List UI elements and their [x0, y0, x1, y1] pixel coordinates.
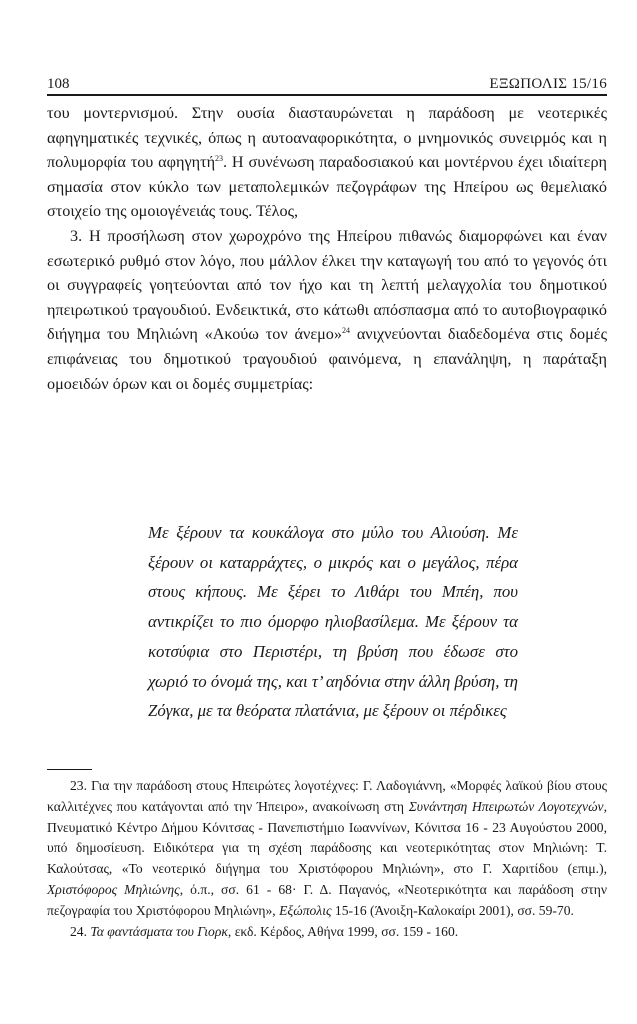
- footnote-23-title-b: Χριστόφορος Μηλιώνης: [47, 881, 180, 897]
- footnote-23-text-a: 23. Για την παράδοση στους Ηπειρώτες λογοτέχνες: Γ. Λαδογιάννη, «Μορφές λαϊκού βίου στους καλλιτέχνες που κατάγονται από την Ήπειρο», ανακοίνωση στη: [47, 778, 607, 814]
- paragraph-1-text: του μοντερνισμού. Στην ουσία διασταυρώνεται η παράδοση με νεοτερικές αφηγηματικές τεχνικές, όπως η αυτοαναφορικότητα, ο μνημονικός συνειρμός και η πολυμορφία του αφηγητή: [47, 104, 607, 172]
- footnotes: [47, 776, 607, 942]
- footnote-23-text-c: , ό.π., σσ. 61 - 68· Γ. Δ. Παγανός, «Νεοτερικότητα και παράδοση στην πεζογραφία του Χριστόφορου Μηλιώνη»,: [47, 881, 607, 918]
- page-number: 108: [47, 76, 70, 92]
- footnote-24-number: 24.: [70, 923, 91, 939]
- paragraph-2-text: 3. Η προσήλωση στον χωροχρόνο της Ηπείρου πιθανώς διαμορφώνει και έναν εσωτερικό ρυθμό στον λόγο, που μάλλον έλκει την καταγωγή του από το γεγονός ότι οι συγγραφείς γοητεύονται από τον ήχο και τη λεπτή μελαγχολία του δημοτικού ηπειρωτικού τραγουδιού. Ενδεικτικά, στο κάτωθι απόσπασμα από το αυτοβιογραφικό διήγημα του Μηλιώνη «Ακούω τον άνεμο»: [47, 226, 607, 344]
- footnote-23-title-c: Εξώπολις: [279, 902, 332, 918]
- footnote-23: [47, 776, 607, 922]
- header-rule: [47, 94, 607, 96]
- body-text: [47, 101, 607, 396]
- footnote-rule: [47, 769, 92, 770]
- paragraph-1-tail: . Η συνένωση παραδοσιακού και μοντέρνου έχει ιδιαίτερη σημασία στον κύκλο των μεταπολεμικών πεζογράφων της Ηπείρου ως θεμελιακό στοιχείο της ομοιογένειάς τους. Τέλος,: [47, 153, 607, 221]
- paragraph-2: [47, 224, 607, 396]
- running-header: [47, 74, 607, 94]
- footnote-ref-23: 23: [215, 154, 224, 164]
- paragraph-2-tail: ανιχνεύονται διαδεδομένα στις δομές επιφάνειας του δημοτικού τραγουδιού φαινόμενα, η επανάληψη, η παράταξη ομοειδών όρων και οι δομές συμμετρίας:: [47, 325, 608, 393]
- footnote-24-text: , εκδ. Κέρδος, Αθήνα 1999, σσ. 159 - 160.: [227, 923, 459, 939]
- footnote-ref-24: 24: [342, 326, 350, 336]
- footnote-23-title-a: Συνάντηση Ηπειρωτών Λογοτεχνών: [408, 798, 604, 814]
- footnote-24-title: Τα φαντάσματα του Γιορκ: [90, 923, 228, 939]
- journal-title: ΕΞΩΠΟΛΙΣ 15/16: [489, 76, 607, 92]
- paragraph-1: [47, 101, 607, 224]
- footnote-24: [47, 922, 607, 943]
- footnote-23-text-d: 15-16 (Άνοιξη-Καλοκαίρι 2001), σσ. 59-70.: [331, 902, 574, 918]
- footnote-23-text-b: , Πνευματικό Κέντρο Δήμου Κόνιτσας - Πανεπιστήμιο Ιωαννίνων, Κόνιτσα 16 - 23 Αυγούστου 2000, υπό δημοσίευση. Ειδικότερα για τη σχέση παράδοσης και νεοτερικότητας στον Μηλιώνη: Τ. Καλούτσας, «Το νεοτερικό διήγημα του Χριστόφορου Μηλιώνη», στο Γ. Χαριτίδου (επιμ.),: [47, 798, 607, 877]
- block-quote: Με ξέρουν τα κουκάλογα στο μύλο του Αλιούση. Με ξέρουν οι καταρράχτες, ο μικρός και ο μεγάλος, πέρα στους κήπους. Με ξέρει το Λιθάρι του Μπέη, που αντικρίζει το πιο όμορφο ηλιοβασίλεμα. Με ξέρουν τα κοτσύφια στο Περιστέρι, τη βρύση που έδωσε στο χωριό το όνομά της, και τ’ αηδόνια στην άλλη βρύση, τη Ζόγκα, με τα θεόρατα πλατάνια, με ξέρουν οι πέρδικες: [148, 523, 518, 721]
